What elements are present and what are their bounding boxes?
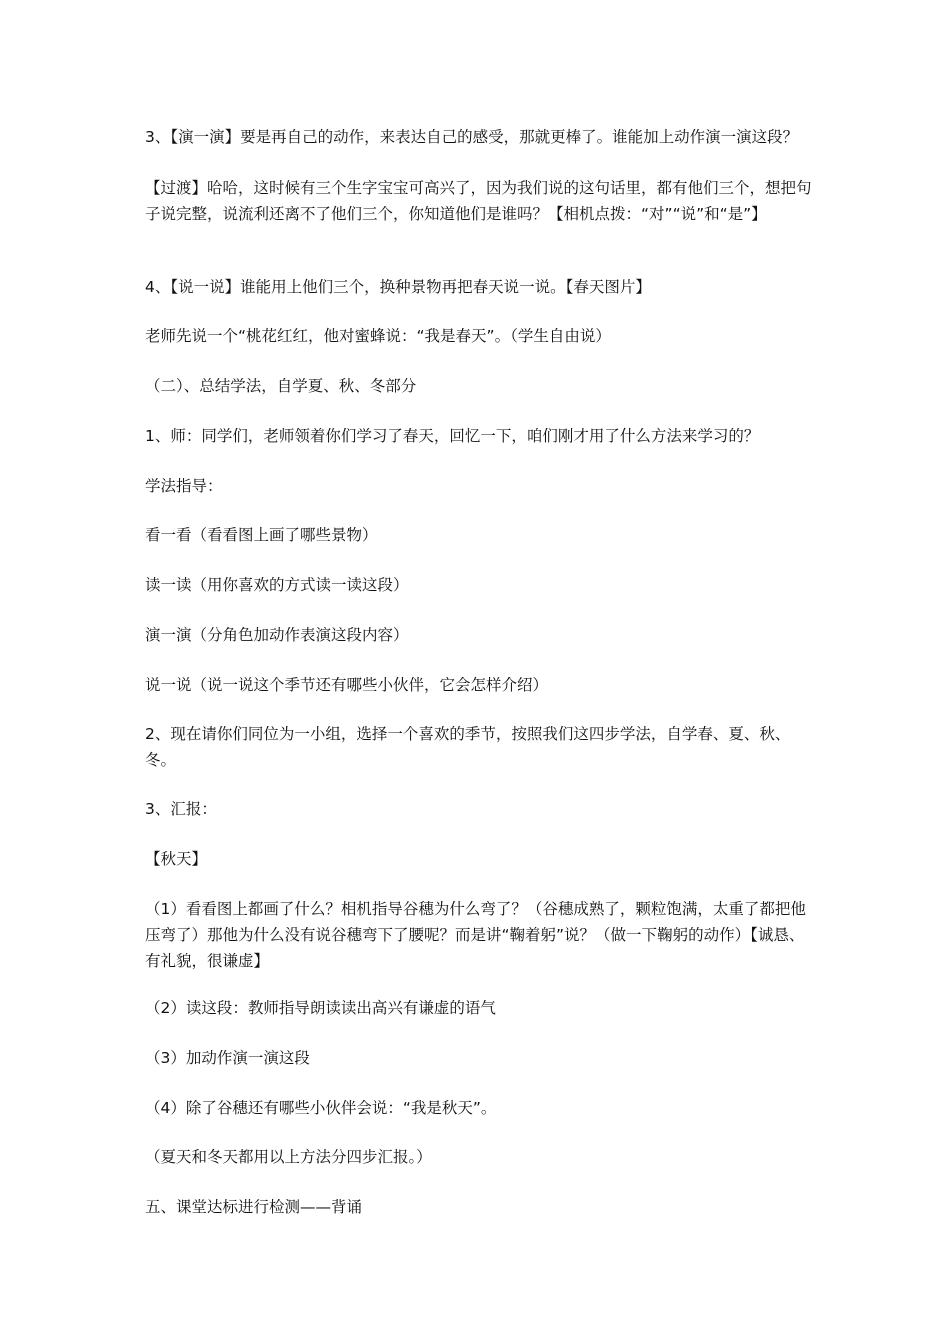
paragraph-report: 3、汇报： <box>145 800 217 818</box>
paragraph-method-guide: 学法指导： <box>145 477 223 495</box>
section-heading-summary: （二）、总结学法，自学夏、秋、冬部分 <box>145 377 417 395</box>
method-step-act: 演一演（分角色加动作表演这段内容） <box>145 626 409 644</box>
paragraph-transition: 【过渡】哈哈，这时候有三个生字宝宝可高兴了，因为我们说的这句话里，都有他们三个，想把句子说完整，说流利还离不了他们三个，你知道他们是谁吗？【相机点拨：“对”“说”和“是”】 <box>145 179 812 223</box>
paragraph-group-work: 2、现在请你们同位为一小组，选择一个喜欢的季节，按照我们这四步学法，自学春、夏、秋、冬。 <box>145 725 791 769</box>
paragraph-teacher-example: 老师先说一个“桃花红红，他对蜜蜂说：“我是春天”。（学生自由说） <box>145 327 611 345</box>
paragraph-act-it-out: 3、【演一演】要是再自己的动作，来表达自己的感受，那就更棒了。谁能加上动作演一演这段？ <box>145 128 799 146</box>
paragraph-say-it: 4、【说一说】谁能用上他们三个，换种景物再把春天说一说。【春天图片】 <box>145 278 651 296</box>
section-heading-assessment: 五、课堂达标进行检测——背诵 <box>145 1198 363 1216</box>
paragraph-autumn-4: （4）除了谷穗还有哪些小伙伴会说：“我是秋天”。 <box>145 1099 497 1117</box>
paragraph-autumn-3: （3）加动作演一演这段 <box>145 1049 310 1067</box>
paragraph-autumn-2: （2）读这段：教师指导朗读读出高兴有谦虚的语气 <box>145 999 496 1017</box>
method-step-say: 说一说（说一说这个季节还有哪些小伙伴，它会怎样介绍） <box>145 676 549 694</box>
paragraph-autumn-1: （1）看看图上都画了什么？相机指导谷穗为什么弯了？（谷穗成熟了，颗粒饱满，太重了都把他压弯了）那他为什么没有说谷穗弯下了腰呢？而是讲“鞠着躬”说？（做一下鞠躬的动作）【诚恳、有礼貌，很谦虚】 <box>145 900 806 970</box>
paragraph-summer-winter-note: （夏天和冬天都用以上方法分四步汇报。） <box>145 1148 432 1166</box>
method-step-read: 读一读（用你喜欢的方式读一读这段） <box>145 576 409 594</box>
heading-autumn: 【秋天】 <box>145 850 208 868</box>
method-step-look: 看一看（看看图上画了哪些景物） <box>145 526 378 544</box>
paragraph-teacher-question: 1、师：同学们，老师领着你们学习了春天，回忆一下，咱们刚才用了什么方法来学习的？ <box>145 427 760 445</box>
